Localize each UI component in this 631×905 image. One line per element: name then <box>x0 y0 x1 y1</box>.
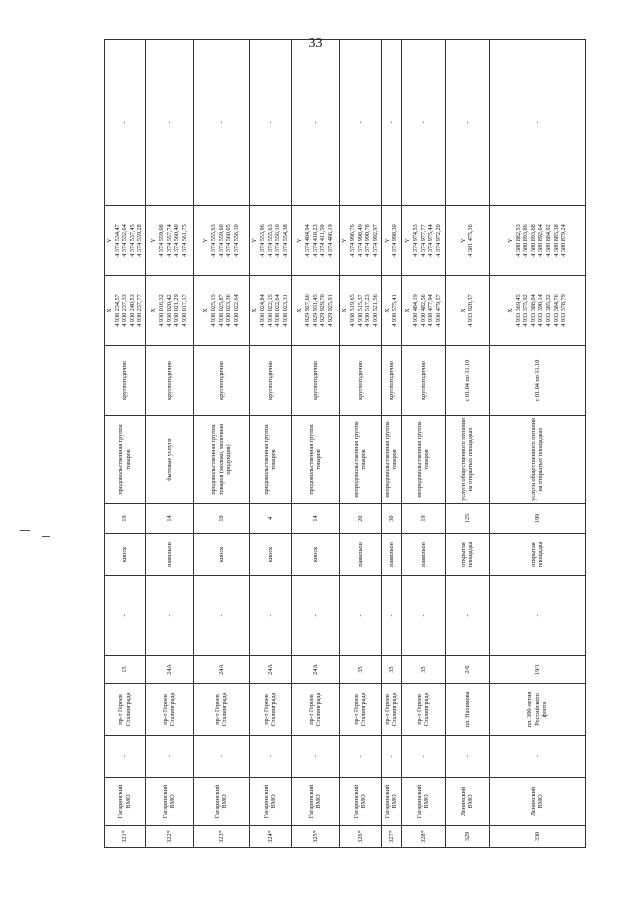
coordinate-value: 4 933 385,32 <box>545 294 553 327</box>
y-coordinates-cell <box>489 206 585 276</box>
empty-cell: - <box>339 736 381 778</box>
coordinate-value: 4 933 388,04 <box>529 294 537 327</box>
object-type-cell: киоск <box>105 534 146 576</box>
coordinate-value: 4 930 240,53 <box>128 294 136 327</box>
coordinate-value: 4 933 384,76 <box>552 294 560 327</box>
purpose-cell: продовольственная группа товаров <box>105 416 146 504</box>
purpose-cell: услуги общественного питания на открытых площадках <box>445 416 489 504</box>
district-cell: Гагаринский ВМО <box>105 778 146 826</box>
purpose-cell: продовольственная группа товаров (молоко, молочная продукция) <box>193 416 249 504</box>
coordinate-value: 4 374 553,96 <box>259 224 267 257</box>
note-cell: - <box>145 40 193 206</box>
y-coordinates-cell <box>291 206 339 276</box>
coordinate-value: 4 933 378,79 <box>560 294 568 327</box>
empty-cell: - <box>249 576 291 656</box>
empty-cell: - <box>489 576 585 656</box>
empty-cell: - <box>291 736 339 778</box>
note-cell: - <box>489 40 585 206</box>
coordinate-value: 4 930 017,17 <box>180 294 188 327</box>
house-cell: 24А <box>193 656 249 684</box>
coordinate-axis-label: X <box>341 308 349 313</box>
period-cell: с 01.04 по 31.10 <box>489 346 585 416</box>
page-number: 33 <box>308 36 323 51</box>
coordinate-value: 4 380 885,38 <box>552 224 560 257</box>
margin-mark <box>42 536 50 537</box>
coordinate-value: 4 374 557,74 <box>165 224 173 257</box>
period-cell: круглогодично <box>249 346 291 416</box>
x-coordinates-cell <box>291 276 339 346</box>
object-type-cell: киоск <box>249 534 291 576</box>
note-cell: - <box>381 40 401 206</box>
area-cell: 19 <box>401 504 445 534</box>
area-cell: 19 <box>105 504 146 534</box>
table-row <box>105 40 146 848</box>
rotated-table-wrapper <box>104 60 568 848</box>
x-coordinates-cell <box>145 276 193 346</box>
district-cell: Гагаринский ВМО <box>193 778 249 826</box>
purpose-cell: услуги общественного питания на открытых площадках <box>489 416 585 504</box>
area-cell: 4 <box>249 504 291 534</box>
coordinate-value: 4 930 515,37 <box>356 294 364 327</box>
coordinate-value: 4 374 554,38 <box>281 224 289 257</box>
table-row <box>401 40 445 848</box>
note-cell: - <box>339 40 381 206</box>
coordinate-value: 4 374 411,50 <box>319 224 327 257</box>
y-coordinates-cell <box>339 206 381 276</box>
house-cell: 35 <box>381 656 401 684</box>
coordinate-axis-label: Y <box>202 238 210 243</box>
object-type-cell: павильон <box>401 534 445 576</box>
coordinate-value: 4 374 998,30 <box>391 224 399 257</box>
coordinate-value: 4 380 893,86 <box>522 224 530 257</box>
coordinate-value: 4 930 021,29 <box>173 294 181 327</box>
table-row <box>249 40 291 848</box>
coordinate-value: 4 930 479,57 <box>434 294 442 327</box>
coordinate-value: 4 933 390,14 <box>537 294 545 327</box>
coordinate-value: 4 933 920,37 <box>467 294 475 327</box>
district-cell: Гагаринский ВМО <box>249 778 291 826</box>
table-row <box>489 40 585 848</box>
period-cell: круглогодично <box>193 346 249 416</box>
y-coordinates-cell <box>193 206 249 276</box>
house-cell: 35 <box>339 656 381 684</box>
x-coordinates-cell <box>489 276 585 346</box>
coordinate-value: 4 374 992,97 <box>371 224 379 257</box>
coordinate-value: 4 374 972,20 <box>434 224 442 257</box>
coordinate-value: 4 930 023,31 <box>281 294 289 327</box>
x-coordinates-cell <box>249 276 291 346</box>
coordinate-value: 4 933 369,45 <box>514 294 522 327</box>
district-cell: Гагаринский ВМО <box>401 778 445 826</box>
coordinate-value: 4 374 556,10 <box>232 224 240 257</box>
area-cell: 125 <box>445 504 489 534</box>
coordinate-value: 4 930 022,64 <box>232 294 240 327</box>
coordinate-value: 4 930 237,33 <box>121 294 129 327</box>
period-cell: круглогодично <box>105 346 146 416</box>
coordinate-value: 4 380 884,92 <box>545 224 553 257</box>
y-coordinates-cell <box>445 206 489 276</box>
empty-cell: - <box>401 736 445 778</box>
coordinate-value: 4 381 475,36 <box>467 224 475 257</box>
house-cell: 24А <box>249 656 291 684</box>
coordinate-value: 4 380 893,68 <box>529 224 537 257</box>
coordinate-value: 4 374 539,28 <box>136 224 144 257</box>
object-type-cell: киоск <box>291 534 339 576</box>
coordinate-value: 4 933 375,92 <box>522 294 530 327</box>
street-cell: пр-т Героев Сталинграда <box>291 684 339 736</box>
object-type-cell: павильон <box>381 534 401 576</box>
area-cell: 14 <box>291 504 339 534</box>
y-coordinates-cell <box>381 206 401 276</box>
y-coordinates-cell <box>105 206 146 276</box>
coordinate-value: 4 930 025,15 <box>210 294 218 327</box>
coordinate-value: 4 374 559,08 <box>158 224 166 257</box>
empty-cell: - <box>145 576 193 656</box>
x-coordinates-cell <box>339 276 381 346</box>
street-cell: пр-т Героев Сталинграда <box>193 684 249 736</box>
table-row <box>193 40 249 848</box>
street-cell: пр-т Героев Сталинграда <box>105 684 146 736</box>
period-cell: круглогодично <box>381 346 401 416</box>
margin-mark <box>20 530 30 531</box>
note-cell: - <box>291 40 339 206</box>
district-cell: Ленинский ВМО <box>445 778 489 826</box>
coordinate-axis-label: X <box>150 308 158 313</box>
coordinate-axis-label: X <box>202 308 210 313</box>
coordinate-value: 4 930 234,57 <box>113 294 121 327</box>
district-cell: Гагаринский ВМО <box>381 778 401 826</box>
coordinate-value: 4 374 532,64 <box>121 224 129 257</box>
note-cell: - <box>401 40 445 206</box>
x-coordinates-cell <box>381 276 401 346</box>
coordinate-axis-label: X <box>507 308 515 313</box>
house-cell: 2/6 <box>445 656 489 684</box>
coordinate-value: 4 930 521,56 <box>371 294 379 327</box>
coordinate-axis-label: Y <box>341 238 349 243</box>
coordinate-value: 4 930 016,32 <box>158 294 166 327</box>
row-number: 322* <box>145 826 193 848</box>
district-cell: Ленинский ВМО <box>489 778 585 826</box>
coordinate-value: 4 380 892,64 <box>537 224 545 257</box>
x-coordinates-cell <box>105 276 146 346</box>
coordinate-value: 4 374 998,49 <box>356 224 364 257</box>
row-number: 321* <box>105 826 146 848</box>
note-cell: - <box>249 40 291 206</box>
period-cell: круглогодично <box>291 346 339 416</box>
row-number: 325* <box>291 826 339 848</box>
object-type-cell: открытая площадка <box>489 534 585 576</box>
street-cell: пр-т Героев Сталинграда <box>249 684 291 736</box>
street-cell: пр-т Героев Сталинграда <box>381 684 401 736</box>
empty-cell: - <box>249 736 291 778</box>
coordinate-axis-label: X <box>251 308 259 313</box>
object-type-cell: киоск <box>193 534 249 576</box>
table-row <box>291 40 339 848</box>
area-cell: 199 <box>489 504 585 534</box>
coordinate-value: 4 374 410,23 <box>311 224 319 257</box>
coordinate-value: 4 930 517,23 <box>364 294 372 327</box>
coordinate-axis-label: X <box>106 308 113 313</box>
coordinate-value: 4 374 990,78 <box>364 224 372 257</box>
empty-cell: - <box>105 736 146 778</box>
coordinate-value: 4 374 555,63 <box>210 224 218 257</box>
coordinate-value: 4 930 477,94 <box>427 294 435 327</box>
coordinate-value: 4 374 974,53 <box>412 224 420 257</box>
purpose-cell: непродовольственная группа товаров <box>339 416 381 504</box>
coordinate-axis-label: X <box>383 308 391 313</box>
area-cell: 14 <box>145 504 193 534</box>
coordinate-value: 4 930 025,87 <box>217 294 225 327</box>
y-coordinates-cell <box>249 206 291 276</box>
purpose-cell: продовольственная группа товаров <box>291 416 339 504</box>
row-number: 329 <box>445 826 489 848</box>
area-cell: 10 <box>193 504 249 534</box>
house-cell: 19/1 <box>489 656 585 684</box>
object-type-cell: открытая площадка <box>445 534 489 576</box>
table-row <box>339 40 381 848</box>
coordinate-value: 4 374 404,94 <box>304 224 312 257</box>
coordinate-axis-label: Y <box>296 238 304 243</box>
empty-cell: - <box>193 576 249 656</box>
coordinate-axis-label: Y <box>459 238 467 243</box>
empty-cell: - <box>381 736 401 778</box>
coordinate-value: 4 374 561,75 <box>180 224 188 257</box>
y-coordinates-cell <box>145 206 193 276</box>
period-cell: с 01.04 по 31.10 <box>445 346 489 416</box>
district-cell: Гагаринский ВМО <box>291 778 339 826</box>
table-row <box>145 40 193 848</box>
y-coordinates-cell <box>401 206 445 276</box>
empty-cell: - <box>401 576 445 656</box>
coordinate-value: 4 374 560,05 <box>225 224 233 257</box>
coordinate-value: 4 374 406,19 <box>326 224 334 257</box>
note-cell: - <box>193 40 249 206</box>
empty-cell: - <box>145 736 193 778</box>
coordinate-axis-label: Y <box>251 238 259 243</box>
street-cell: пр-т Героев Сталинграда <box>339 684 381 736</box>
row-number: 328* <box>401 826 445 848</box>
purpose-cell: непродовольственная группа товаров <box>381 416 401 504</box>
empty-cell: - <box>339 576 381 656</box>
area-cell: 20 <box>339 504 381 534</box>
empty-cell: - <box>291 576 339 656</box>
row-number: 330 <box>489 826 585 848</box>
street-cell: пл. 300-летия Российского флота <box>489 684 585 736</box>
purpose-cell: непродовольственная группа товаров <box>401 416 445 504</box>
note-cell: - <box>445 40 489 206</box>
period-cell: круглогодично <box>339 346 381 416</box>
district-cell: Гагаринский ВМО <box>339 778 381 826</box>
empty-cell: - <box>445 576 489 656</box>
table-row <box>381 40 401 848</box>
coordinate-value: 4 930 024,84 <box>259 294 267 327</box>
coordinate-axis-label: Y <box>106 238 113 243</box>
coordinate-axis-label: X <box>459 308 467 313</box>
row-number: 327* <box>381 826 401 848</box>
house-cell: 24А <box>145 656 193 684</box>
coordinate-value: 4 374 555,63 <box>266 224 274 257</box>
coordinate-axis-label: Y <box>150 238 158 243</box>
coordinate-value: 4 930 484,19 <box>412 294 420 327</box>
coordinate-value: 4 930 022,15 <box>266 294 274 327</box>
purpose-cell: бытовые услуги <box>145 416 193 504</box>
coordinate-axis-label: Y <box>507 238 515 243</box>
street-cell: пр-т Героев Сталинграда <box>145 684 193 736</box>
coordinate-value: 4 374 534,47 <box>113 224 121 257</box>
coordinate-value: 4 374 537,45 <box>128 224 136 257</box>
empty-cell: - <box>105 576 146 656</box>
coordinate-value: 4 930 020,42 <box>165 294 173 327</box>
coordinate-value: 4 380 882,53 <box>514 224 522 257</box>
coordinate-value: 4 380 879,24 <box>560 224 568 257</box>
note-cell: - <box>105 40 146 206</box>
period-cell: круглогодично <box>401 346 445 416</box>
coordinate-value: 4 929 927,66 <box>304 294 312 327</box>
row-number: 323* <box>193 826 249 848</box>
coordinate-value: 4 930 519,65 <box>349 294 357 327</box>
house-cell: 35 <box>401 656 445 684</box>
empty-cell: - <box>381 576 401 656</box>
coordinate-value: 4 930 022,64 <box>274 294 282 327</box>
purpose-cell: продовольственная группа товаров <box>249 416 291 504</box>
coordinate-value: 4 929 925,91 <box>326 294 334 327</box>
district-cell: Гагаринский ВМО <box>145 778 193 826</box>
house-cell: 24А <box>291 656 339 684</box>
empty-cell: - <box>445 736 489 778</box>
coordinate-value: 4 374 977,77 <box>419 224 427 257</box>
area-cell: 30 <box>381 504 401 534</box>
empty-cell: - <box>193 736 249 778</box>
row-number: 324* <box>249 826 291 848</box>
coordinate-axis-label: X <box>404 308 412 313</box>
street-cell: пр-т Героев Сталинграда <box>401 684 445 736</box>
x-coordinates-cell <box>445 276 489 346</box>
coordinate-value: 4 374 975,44 <box>427 224 435 257</box>
coordinate-value: 4 374 559,60 <box>217 224 225 257</box>
object-type-cell: павильон <box>145 534 193 576</box>
coordinate-value: 4 374 560,40 <box>173 224 181 257</box>
coordinate-value: 4 374 556,10 <box>274 224 282 257</box>
table-row <box>445 40 489 848</box>
coordinate-axis-label: X <box>296 308 304 313</box>
x-coordinates-cell <box>193 276 249 346</box>
coordinate-value: 4 374 996,76 <box>349 224 357 257</box>
coordinate-axis-label: Y <box>383 238 391 243</box>
coordinate-value: 4 930 575,41 <box>391 294 399 327</box>
coordinate-value: 4 930 237,77 <box>136 294 144 327</box>
object-type-cell: павильон <box>339 534 381 576</box>
period-cell: круглогодично <box>145 346 193 416</box>
empty-cell: - <box>489 736 585 778</box>
coordinate-value: 4 930 482,56 <box>419 294 427 327</box>
coordinate-value: 4 930 023,36 <box>225 294 233 327</box>
street-cell: пл. Нахимова <box>445 684 489 736</box>
coordinate-value: 4 929 931,45 <box>311 294 319 327</box>
x-coordinates-cell <box>401 276 445 346</box>
house-cell: 15 <box>105 656 146 684</box>
kiosk-placement-table <box>104 39 586 848</box>
coordinate-value: 4 929 929,70 <box>319 294 327 327</box>
row-number: 326* <box>339 826 381 848</box>
coordinate-axis-label: Y <box>404 238 412 243</box>
